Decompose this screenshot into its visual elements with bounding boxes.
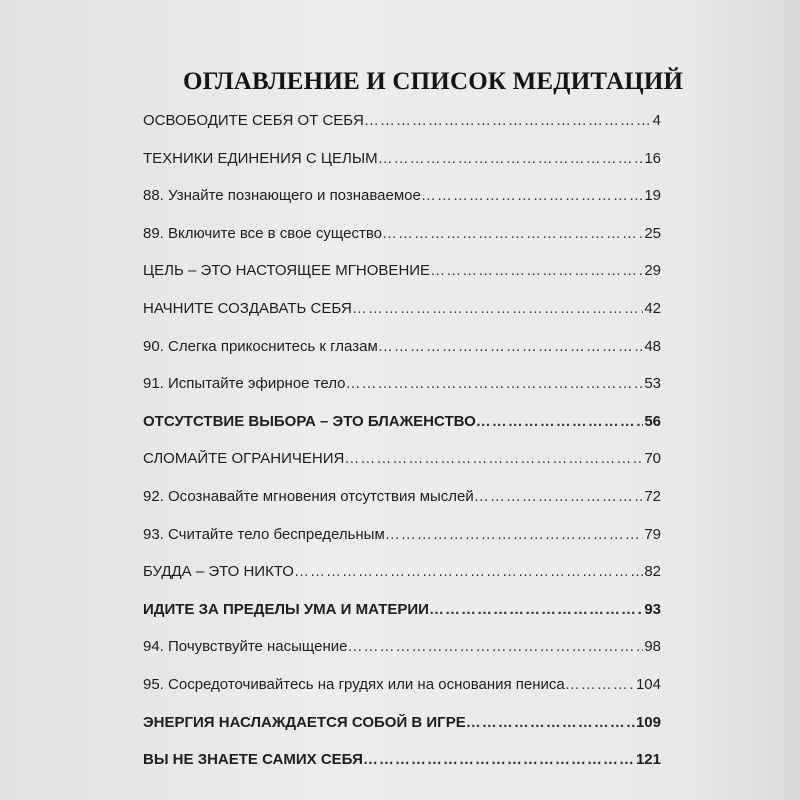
leader-dots — [352, 300, 643, 317]
toc-entry-page: 29 — [644, 262, 661, 280]
toc-entry — [143, 714, 661, 752]
toc-entry — [143, 563, 661, 601]
leader-dots — [565, 676, 635, 693]
toc-entry — [143, 751, 661, 789]
leader-dots — [378, 150, 644, 167]
toc-entry-label: 88. Узнайте познающего и познаваемое — [143, 187, 421, 205]
toc-entry-label: 89. Включите все в свое существо — [143, 224, 382, 242]
leader-dots — [347, 638, 643, 655]
toc-entry-label: ТЕХНИКИ ЕДИНЕНИЯ С ЦЕЛЫМ — [143, 149, 378, 167]
leader-dots — [476, 413, 644, 430]
toc-entry — [143, 112, 661, 150]
page-title: ОГЛАВЛЕНИЕ И СПИСОК МЕДИТАЦИЙ — [183, 68, 684, 95]
toc-entry-page: 4 — [652, 112, 661, 129]
toc-entry — [143, 262, 661, 300]
leader-dots — [430, 262, 643, 279]
toc-entry-page: 25 — [644, 224, 661, 242]
toc-entry-label: ОТСУТСТВИЕ ВЫБОРА – ЭТО БЛАЖЕНСТВО — [143, 412, 476, 430]
toc-entry-page: 98 — [644, 638, 661, 656]
toc-entry-label: 92. Осознавайте мгновения отсутствия мыслей — [143, 487, 474, 505]
toc-entry — [143, 187, 661, 225]
toc-entry-label: ЦЕЛЬ – ЭТО НАСТОЯЩЕЕ МГНОВЕНИЕ — [143, 262, 431, 280]
toc-entry-label: СЛОМАЙТЕ ОГРАНИЧЕНИЯ — [143, 450, 345, 468]
leader-dots — [363, 751, 635, 768]
toc-entry-label: 91. Испытайте эфирное тело — [143, 375, 346, 393]
toc-entry — [143, 676, 661, 714]
toc-entry-label: ОСВОБОДИТЕ СЕБЯ ОТ СЕБЯ — [143, 112, 364, 129]
toc-entry-label: ВЫ НЕ ЗНАЕТЕ САМИХ СЕБЯ — [143, 751, 363, 769]
toc-entry-label: 90. Слегка прикоснитесь к глазам — [143, 337, 378, 355]
leader-dots — [378, 338, 644, 355]
toc-entry — [143, 375, 661, 413]
leader-dots — [382, 225, 643, 242]
table-of-contents — [143, 112, 661, 789]
toc-entry — [143, 225, 661, 263]
toc-entry-page: 109 — [635, 713, 661, 731]
toc-entry — [143, 526, 661, 564]
toc-entry-page: 42 — [644, 299, 661, 317]
toc-entry-page: 79 — [644, 525, 661, 543]
leader-dots — [364, 112, 652, 129]
toc-entry-page: 53 — [644, 375, 661, 393]
toc-entry-label: НАЧНИТЕ СОЗДАВАТЬ СЕБЯ — [143, 299, 352, 317]
leader-dots — [385, 526, 644, 543]
toc-entry-page: 56 — [644, 412, 661, 430]
leader-dots — [421, 187, 643, 204]
toc-entry-page: 121 — [635, 751, 661, 769]
leader-dots — [294, 563, 643, 580]
toc-entry-label: ЭНЕРГИЯ НАСЛАЖДАЕТСЯ СОБОЙ В ИГРЕ — [143, 713, 466, 731]
toc-entry-page: 16 — [644, 149, 661, 167]
toc-entry-page: 104 — [635, 675, 661, 693]
leader-dots — [474, 488, 644, 505]
toc-entry-label: 95. Сосредоточивайтесь на грудях или на основания пениса — [143, 675, 565, 693]
toc-entry — [143, 338, 661, 376]
toc-entry-label: БУДДА – ЭТО НИКТО — [143, 563, 294, 581]
leader-dots — [346, 375, 644, 392]
toc-entry — [143, 150, 661, 188]
toc-entry — [143, 601, 661, 639]
toc-entry-label: ИДИТЕ ЗА ПРЕДЕЛЫ УМА И МАТЕРИИ — [143, 600, 429, 618]
leader-dots — [344, 450, 643, 467]
toc-entry-page: 70 — [644, 450, 661, 468]
toc-entry-page: 82 — [644, 563, 661, 581]
toc-entry-page: 19 — [644, 187, 661, 205]
toc-entry-label: 94. Почувствуйте насыщение — [143, 638, 348, 656]
toc-entry-page: 48 — [644, 337, 661, 355]
toc-entry — [143, 488, 661, 526]
toc-entry — [143, 450, 661, 488]
leader-dots — [466, 714, 635, 731]
toc-entry — [143, 413, 661, 451]
toc-entry — [143, 300, 661, 338]
toc-entry-label: 93. Считайте тело беспредельным — [143, 525, 385, 543]
leader-dots — [429, 601, 643, 618]
toc-entry — [143, 638, 661, 676]
toc-entry-page: 72 — [644, 487, 661, 505]
toc-entry-page: 93 — [644, 600, 661, 618]
